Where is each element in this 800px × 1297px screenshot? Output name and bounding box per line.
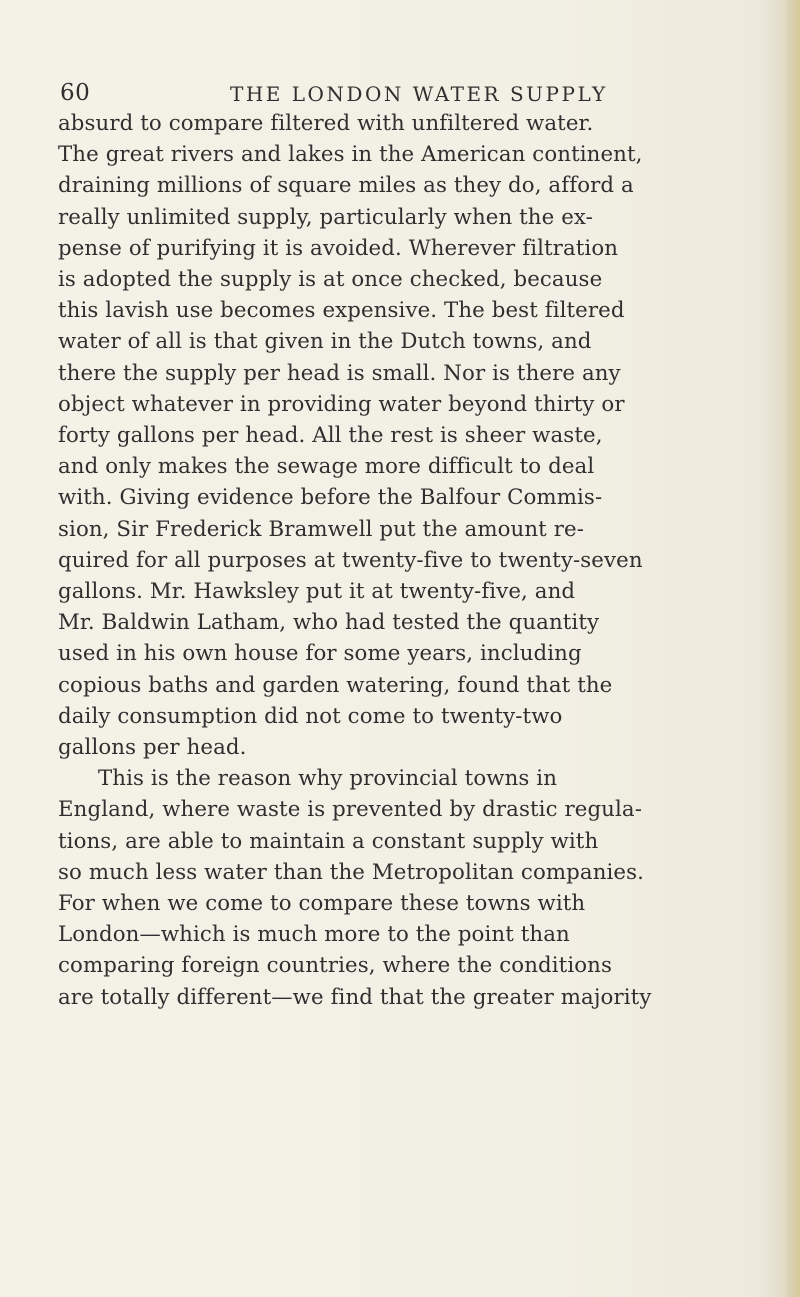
text-line: copious baths and garden watering, found that the: [58, 672, 613, 698]
body-text: [58, 108, 733, 1013]
text-line: sion, Sir Frederick Bramwell put the amount re-: [58, 516, 584, 542]
text-line: and only makes the sewage more difficult to deal: [58, 454, 595, 480]
text-line: comparing foreign countries, where the conditions: [58, 953, 613, 979]
text-line: England, where waste is prevented by drastic regula-: [58, 797, 643, 823]
text-line: are totally different—we find that the greater majority: [58, 984, 652, 1010]
text-line: really unlimited supply, particularly when the ex-: [58, 204, 593, 230]
text-line: so much less water than the Metropolitan companies.: [58, 859, 645, 885]
text-line: draining millions of square miles as they do, afford a: [58, 173, 634, 199]
text-line: with. Giving evidence before the Balfour Commis-: [58, 485, 603, 511]
text-line: The great rivers and lakes in the American continent,: [58, 142, 643, 168]
text-line: this lavish use becomes expensive. The best filtered: [58, 298, 625, 324]
text-line: For when we come to compare these towns with: [58, 891, 586, 917]
text-line: is adopted the supply is at once checked, because: [58, 267, 603, 293]
text-line: daily consumption did not come to twenty-two: [58, 703, 563, 729]
text-line: tions, are able to maintain a constant supply with: [58, 828, 599, 854]
paragraph-start-line: This is the reason why provincial towns in: [98, 766, 558, 792]
text-line: London—which is much more to the point than: [58, 922, 570, 948]
text-line: pense of purifying it is avoided. Wherever filtration: [58, 235, 619, 261]
text-line: forty gallons per head. All the rest is sheer waste,: [58, 423, 603, 449]
text-line: gallons per head.: [58, 735, 247, 761]
text-line: water of all is that given in the Dutch towns, and: [58, 329, 592, 355]
page-number: 60: [60, 80, 91, 106]
running-title: THE LONDON WATER SUPPLY: [230, 82, 608, 106]
text-line: object whatever in providing water beyond thirty or: [58, 391, 625, 417]
text-line: there the supply per head is small. Nor is there any: [58, 360, 621, 386]
text-line: quired for all purposes at twenty-five to twenty-seven: [58, 547, 643, 573]
text-line: gallons. Mr. Hawksley put it at twenty-five, and: [58, 579, 576, 605]
page-edge: [782, 0, 800, 1297]
text-line: used in his own house for some years, including: [58, 641, 582, 667]
text-line: Mr. Baldwin Latham, who had tested the quantity: [58, 610, 600, 636]
text-line: absurd to compare filtered with unfiltered water.: [58, 111, 594, 136]
